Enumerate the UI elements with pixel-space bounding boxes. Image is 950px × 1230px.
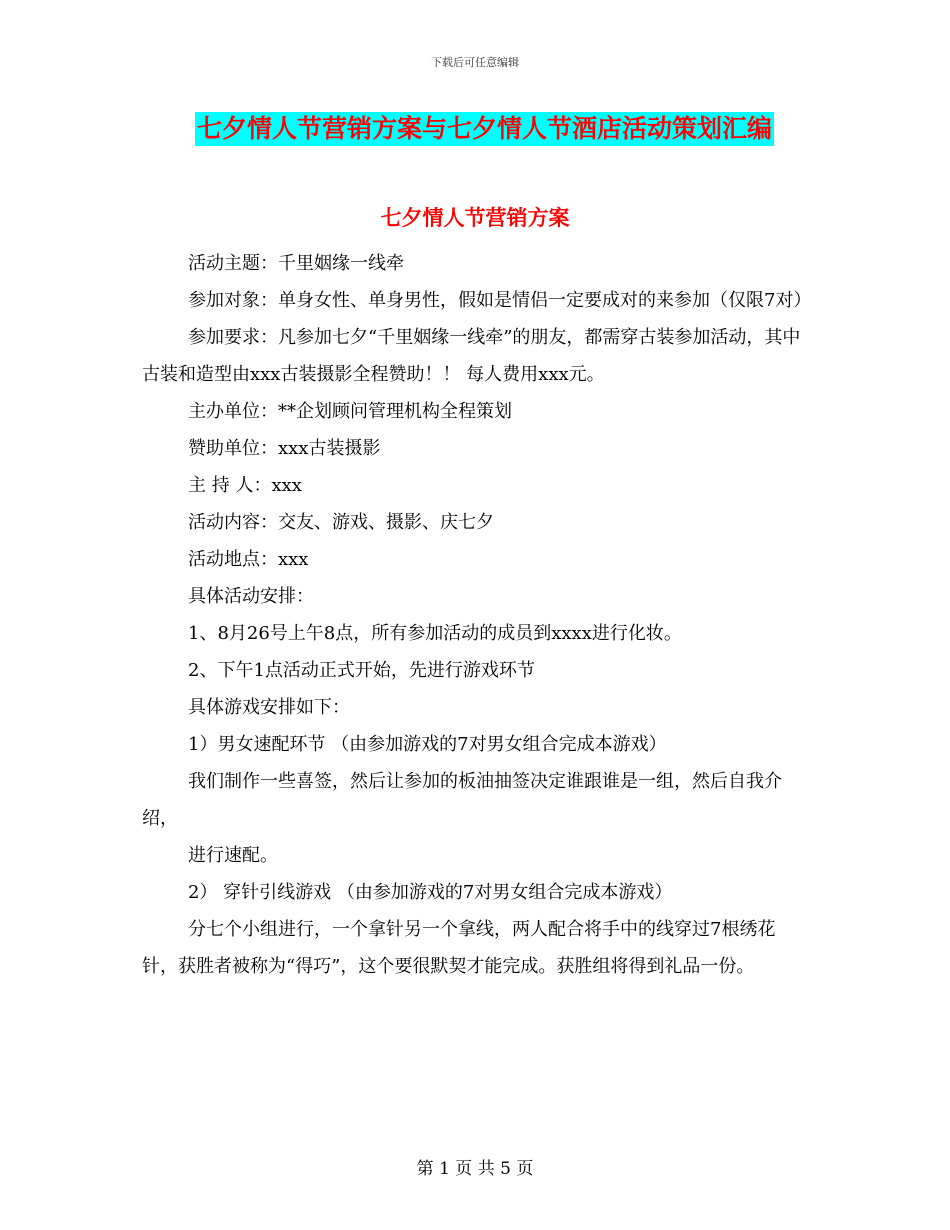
paragraph-game-2-title: 2） 穿针引线游戏 （由参加游戏的7对男女组合完成本游戏） [188,882,673,903]
paragraph-audience: 参加对象：单身女性、单身男性，假如是情侣一定要成对的来参加（仅限7对） [188,290,812,311]
paragraph-host: 主 持 人：xxx [188,475,302,496]
paragraph-organizer: 主办单位：**企划顾问管理机构全程策划 [188,401,512,422]
paragraph-schedule-2: 2、下午1点活动正式开始，先进行游戏环节 [188,660,535,681]
paragraph-location: 活动地点：xxx [188,549,309,570]
paragraph-games-heading: 具体游戏安排如下： [188,697,350,718]
page-footer: 第 1 页 共 5 页 [416,1159,534,1179]
paragraph-theme: 活动主题：千里姻缘一线牵 [188,253,404,274]
section-title: 七夕情人节营销方案 [380,205,570,230]
paragraph-sponsor: 赞助单位：xxx古装摄影 [188,438,381,459]
paragraph-requirements: 参加要求：凡参加七夕“千里姻缘一线牵”的朋友，都需穿古装参加活动，其中古装和造型由xxx古装摄影全程赞助！！ 每人费用xxx元。 [142,327,801,385]
paragraph-schedule-1: 1、8月26号上午8点，所有参加活动的成员到xxxx进行化妆。 [188,623,682,644]
paragraph-content: 活动内容：交友、游戏、摄影、庆七夕 [188,512,494,533]
document-title: 七夕情人节营销方案与七夕情人节酒店活动策划汇编 [195,112,774,146]
paragraph-game-1-title: 1）男女速配环节 （由参加游戏的7对男女组合完成本游戏） [188,734,667,755]
document-body [142,245,812,985]
paragraph-game-1-desc: 我们制作一些喜签，然后让参加的板油抽签决定谁跟谁是一组，然后自我介绍， [142,771,782,829]
paragraph-game-1-desc-cont: 进行速配。 [188,845,278,866]
paragraph-game-2-desc: 分七个小组进行，一个拿针另一个拿线，两人配合将手中的线穿过7根绣花针，获胜者被称为“得巧”，这个要很默契才能完成。获胜组将得到礼品一份。 [142,919,776,977]
paragraph-schedule-heading: 具体活动安排： [188,586,314,607]
header-note: 下载后可任意编辑 [431,56,519,69]
